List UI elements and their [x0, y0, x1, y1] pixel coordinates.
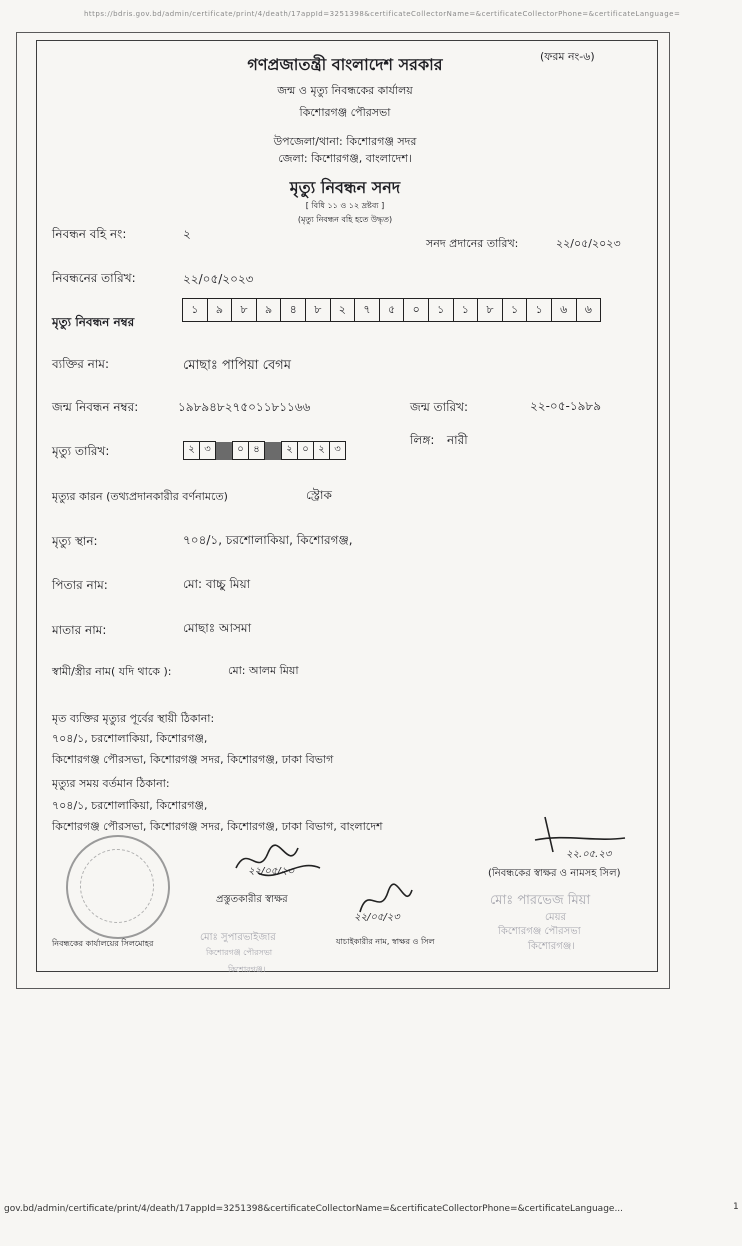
father-label: পিতার নাম: — [52, 578, 108, 592]
date-separator — [265, 442, 281, 460]
mother-value: মোছাঃ আসমা — [183, 621, 252, 635]
registrar-stamp-place: কিশোরগঞ্জ। — [528, 941, 575, 952]
reg-digit: ১ — [527, 299, 552, 321]
reg-digit: ৬ — [552, 299, 577, 321]
reg-digit: ৯ — [257, 299, 282, 321]
office-name: জন্ম ও মৃত্যু নিবন্ধকের কার্যালয় — [277, 84, 413, 97]
registrar-sign-date: ২২.০৫.২৩ — [566, 849, 612, 860]
print-url-footer: gov.bd/admin/certificate/print/4/death/17appId=3251398&certificateCollectorName=&certificateCollectorPhone=&certificateLanguage... — [4, 1204, 624, 1214]
reg-digit: ৯ — [208, 299, 233, 321]
certificate-title: মৃত্যু নিবন্ধন সনদ — [289, 178, 401, 197]
date-digit: ০ — [298, 441, 314, 460]
verifier-sign-date: ২২/০৫/২৩ — [354, 912, 400, 923]
reg-digit: ৬ — [584, 302, 592, 316]
father-value: মো: বাচ্চু মিয়া — [183, 577, 251, 591]
reg-digit: ৫ — [380, 299, 405, 321]
death-date-boxes — [183, 441, 346, 460]
date-digit: ২ — [314, 441, 330, 460]
cause-label: মৃত্যুর কারন (তথ্যপ্রদানকারীর বর্ণনামতে) — [52, 490, 228, 503]
verifier-stamp-name: মোঃ সুপারভাইজার — [200, 932, 276, 943]
name-value: মোছাঃ পাপিয়া বেগম — [183, 358, 291, 373]
book-reference: (মৃত্যু নিবন্ধন বহি হতে উদ্ধৃত) — [297, 215, 393, 224]
verifier-stamp-place: কিশোরগঞ্জ। — [228, 965, 266, 974]
present-address-line2: কিশোরগঞ্জ পৌরসভা, কিশোরগঞ্জ সদর, কিশোরগঞ্জ, ঢাকা বিভাগ, বাংলাদেশ — [52, 820, 383, 833]
death-date-label: মৃত্যু তারিখ: — [52, 444, 110, 458]
office-seal-inner — [80, 849, 154, 923]
reg-digit: ৪ — [281, 299, 306, 321]
birth-date-value: ২২-০৫-১৯৮৯ — [530, 399, 602, 413]
reg-digit: ৭ — [355, 299, 380, 321]
reg-digit: ৮ — [232, 299, 257, 321]
reg-digit: ৮ — [306, 299, 331, 321]
book-no-label: নিবন্ধন বহি নং: — [52, 227, 127, 241]
permanent-address-label: মৃত ব্যক্তির মৃত্যুর পূর্বের স্থায়ী ঠিকানা: — [52, 712, 215, 725]
date-separator — [216, 442, 232, 460]
paurashava-name: কিশোরগঞ্জ পৌরসভা — [299, 106, 391, 119]
date-digit: ০ — [232, 441, 249, 460]
preparer-sign-label: প্রস্তুতকারীর স্বাক্ষর — [216, 894, 288, 905]
office-seal-label: নিবন্ধকের কার্যালয়ের সিলমোহর — [52, 939, 154, 948]
place-value: ৭০৪/১, চরশোলাকিয়া, কিশোরগঞ্জ, — [183, 533, 353, 547]
permanent-address-line1: ৭০৪/১, চরশোলাকিয়া, কিশোরগঞ্জ, — [52, 732, 208, 745]
preparer-sign-date: ২২/০৫/২৩ — [248, 866, 294, 877]
date-digit: ২ — [183, 441, 200, 460]
date-digit: ৩ — [200, 441, 216, 460]
date-digit: ৩ — [330, 441, 346, 460]
government-title: গণপ্রজাতন্ত্রী বাংলাদেশ সরকার — [247, 55, 443, 74]
reg-digit: ১ — [183, 299, 208, 321]
present-address-label: মৃত্যুর সময় বর্তমান ঠিকানা: — [52, 777, 170, 790]
place-label: মৃত্যু স্থান: — [52, 534, 98, 548]
verifier-sign-label: যাচাইকারীর নাম, স্বাক্ষর ও সিল — [336, 937, 435, 946]
date-digit: ২ — [281, 441, 298, 460]
issue-date-label: সনদ প্রদানের তারিখ: — [426, 237, 519, 250]
permanent-address-line2: কিশোরগঞ্জ পৌরসভা, কিশোরগঞ্জ সদর, কিশোরগঞ্জ, ঢাকা বিভাগ — [52, 753, 334, 766]
cause-value: স্ট্রোক — [306, 488, 332, 502]
registrar-stamp-org: কিশোরগঞ্জ পৌরসভা — [498, 926, 581, 937]
reg-date-value: ২২/০৫/২০২৩ — [183, 272, 254, 286]
death-reg-no-label: মৃত্যু নিবন্ধন নম্বর — [52, 315, 135, 329]
reg-digit: ১ — [503, 299, 528, 321]
reg-digit: ১ — [429, 299, 454, 321]
birth-reg-no-label: জন্ম নিবন্ধন নম্বর: — [52, 400, 139, 414]
gender-label: লিঙ্গ: — [410, 433, 435, 447]
issue-date-value: ২২/০৫/২০২৩ — [556, 237, 621, 250]
mother-label: মাতার নাম: — [52, 623, 107, 637]
date-digit: ৪ — [249, 441, 265, 460]
birth-reg-no-value: ১৯৮৯৪৮২৭৫০১১৮১১৬৬ — [178, 400, 311, 414]
rule-reference: [ বিধি ১১ ও ১২ দ্রষ্টব্য ] — [305, 201, 385, 210]
reg-digit: ৮ — [478, 299, 503, 321]
spouse-value: মো: আলম মিয়া — [228, 664, 299, 677]
book-no-value: ২ — [183, 227, 191, 241]
gender-value: নারী — [447, 433, 468, 447]
reg-date-label: নিবন্ধনের তারিখ: — [52, 271, 136, 285]
death-reg-no-boxes — [182, 298, 601, 322]
print-url-header: https://bdris.gov.bd/admin/certificate/print/4/death/17appId=3251398&certificateCollectorName=&certificateCollectorPhone=&certificateLanguage= — [84, 10, 681, 18]
registrar-sign-label: (নিবন্ধকের স্বাক্ষর ও নামসহ সিল) — [488, 868, 621, 879]
reg-digit: ২ — [331, 299, 356, 321]
upazila-line: উপজেলা/থানা: কিশোরগঞ্জ সদর — [273, 135, 417, 148]
registrar-stamp-name: মোঃ পারভেজ মিয়া — [490, 893, 591, 908]
verifier-stamp-org: কিশোরগঞ্জ পৌরসভা — [206, 948, 273, 957]
page-number: 1 — [733, 1202, 739, 1212]
reg-digit: ০ — [404, 299, 429, 321]
reg-digit: ১ — [454, 299, 479, 321]
form-tag: (ফরম নং-৬) — [540, 50, 595, 63]
present-address-line1: ৭০৪/১, চরশোলাকিয়া, কিশোরগঞ্জ, — [52, 799, 208, 812]
birth-date-label: জন্ম তারিখ: — [410, 400, 469, 414]
spouse-label: স্বামী/স্ত্রীর নাম( যদি থাকে ): — [52, 665, 172, 678]
registrar-stamp-title: মেয়র — [545, 912, 567, 923]
name-label: ব্যক্তির নাম: — [52, 357, 110, 371]
district-line: জেলা: কিশোরগঞ্জ, বাংলাদেশ। — [278, 152, 412, 165]
